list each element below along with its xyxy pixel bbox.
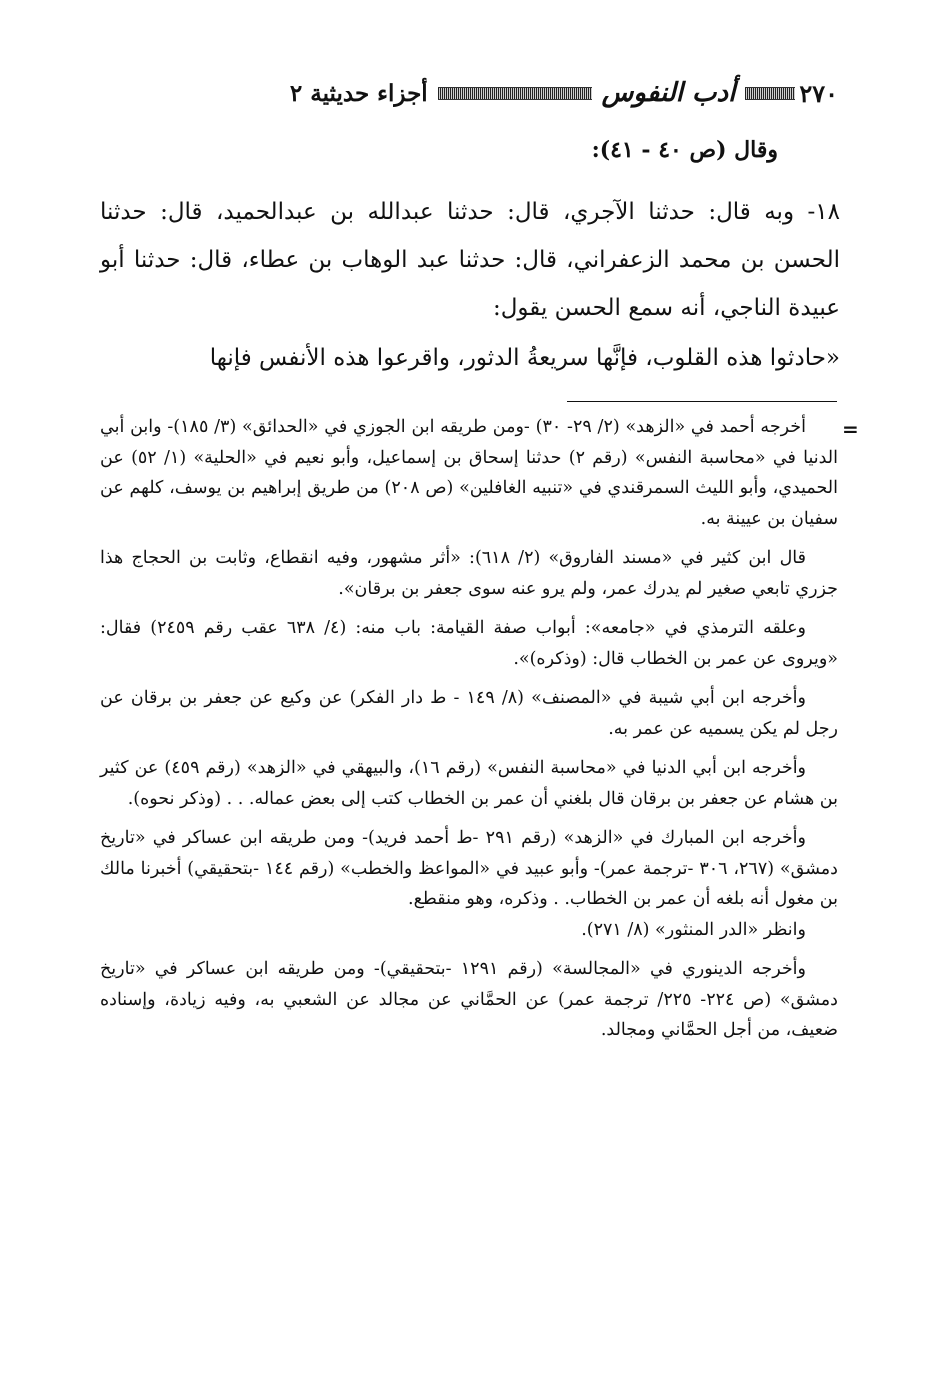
hadith-paragraph: ١٨- وبه قال: حدثنا الآجري، قال: حدثنا عبدالله بن عبدالحميد، قال: حدثنا الحسن بن محمد الزعفراني، قال: حدثنا عبد الوهاب بن عطاء، قال: حدثنا أبو عبيدة الناجي، أنه سمع الحسن يقول: xyxy=(100,199,840,321)
footnote-separator xyxy=(567,401,837,402)
page-number: ٢٧٠ xyxy=(799,78,838,108)
header-ornament-bar xyxy=(745,87,795,100)
footnote-paragraph: وأخرجه ابن أبي شيبة في «المصنف» (٨/ ١٤٩ - ط دار الفكر) عن وكيع عن جعفر بن برقان عن رجل لم يكن يسميه عن عمر به. xyxy=(100,688,838,739)
continuation-mark: = xyxy=(842,417,857,441)
lead-line-text: وقال (ص ٤٠ - ٤١): xyxy=(591,137,778,163)
footnote-paragraph: وانظر «الدر المنثور» (٨/ ٢٧١). xyxy=(581,919,806,940)
footnote-paragraph: وعلقه الترمذي في «جامعه»: أبواب صفة القيامة: باب منه: (٤/ ٦٣٨ عقب رقم ٢٤٥٩) فقال: «ويروى عن عمر بن الخطاب قال: (وذكره)». xyxy=(100,618,838,669)
hadith-quote: «حادثوا هذه القلوب، فإنَّها سريعةُ الدثور، واقرعوا هذه الأنفس فإنها xyxy=(209,345,840,371)
footnote-paragraph: وأخرجه ابن المبارك في «الزهد» (رقم ٢٩١ -ط أحمد فريد)- ومن طريقه ابن عساكر في «تاريخ دمشق» (٢٦٧، ٣٠٦ -ترجمة عمر)- وأبو عبيد في «المواعظ والخطب» (رقم ١٤٤ -بتحقيقي) أخبرنا مالك بن مغول أنه بلغه أن عمر بن الخطاب. . وذكره، وهو منقطع. xyxy=(100,828,838,909)
footnote-paragraph: أخرجه أحمد في «الزهد» (٢/ ٢٩- ٣٠) -ومن طريقه ابن الجوزي في «الحدائق» (٣/ ١٨٥)- وابن أبي الدنيا في «محاسبة النفس» (رقم ٢) حدثنا إسحاق بن إسماعيل، وأبو نعيم في «الحلية» (١/ ٥٢) عن الحميدي، وأبو الليث السمرقندي في «تنبيه الغافلين» (ص ٢٠٨) من طريق إبراهيم بن يوسف، كلهم عن سفيان بن عيينة به. xyxy=(100,417,838,529)
lead-line xyxy=(100,126,840,174)
footnote-paragraph: قال ابن كثير في «مسند الفاروق» (٢/ ٦١٨): «أثر مشهور، وفيه انقطاع، وثابت بن الحجاج هذا جزري تابعي صغير لم يدرك عمر، ولم يرو عنه سوى جعفر بن برقان». xyxy=(100,548,838,599)
footnote-paragraph: وأخرجه الدينوري في «المجالسة» (رقم ١٢٩١ -بتحقيقي)- ومن طريقه ابن عساكر في «تاريخ دمشق» (ص ٢٢٤- ٢٢٥/ ترجمة عمر) عن الحمَّاني عن مجالد عن الشعبي به، وفيه زيادة، وإسناده ضعيف، من أجل الحمَّاني ومجالد. xyxy=(100,959,838,1040)
header-ornament-bar xyxy=(438,87,592,100)
book-title: أدب النفوس xyxy=(601,78,736,108)
footnote-paragraph: وأخرجه ابن أبي الدنيا في «محاسبة النفس» (رقم ١٦)، والبيهقي في «الزهد» (رقم ٤٥٩) عن كثير بن هشام عن جعفر بن برقان قال بلغني أن عمر بن الخطاب كتب إلى بعض عماله. . . (وذكر نحوه). xyxy=(100,758,838,809)
series-title: أجزاء حديثية ٢ xyxy=(289,79,428,107)
footnotes xyxy=(100,412,838,1055)
running-header xyxy=(103,76,838,110)
